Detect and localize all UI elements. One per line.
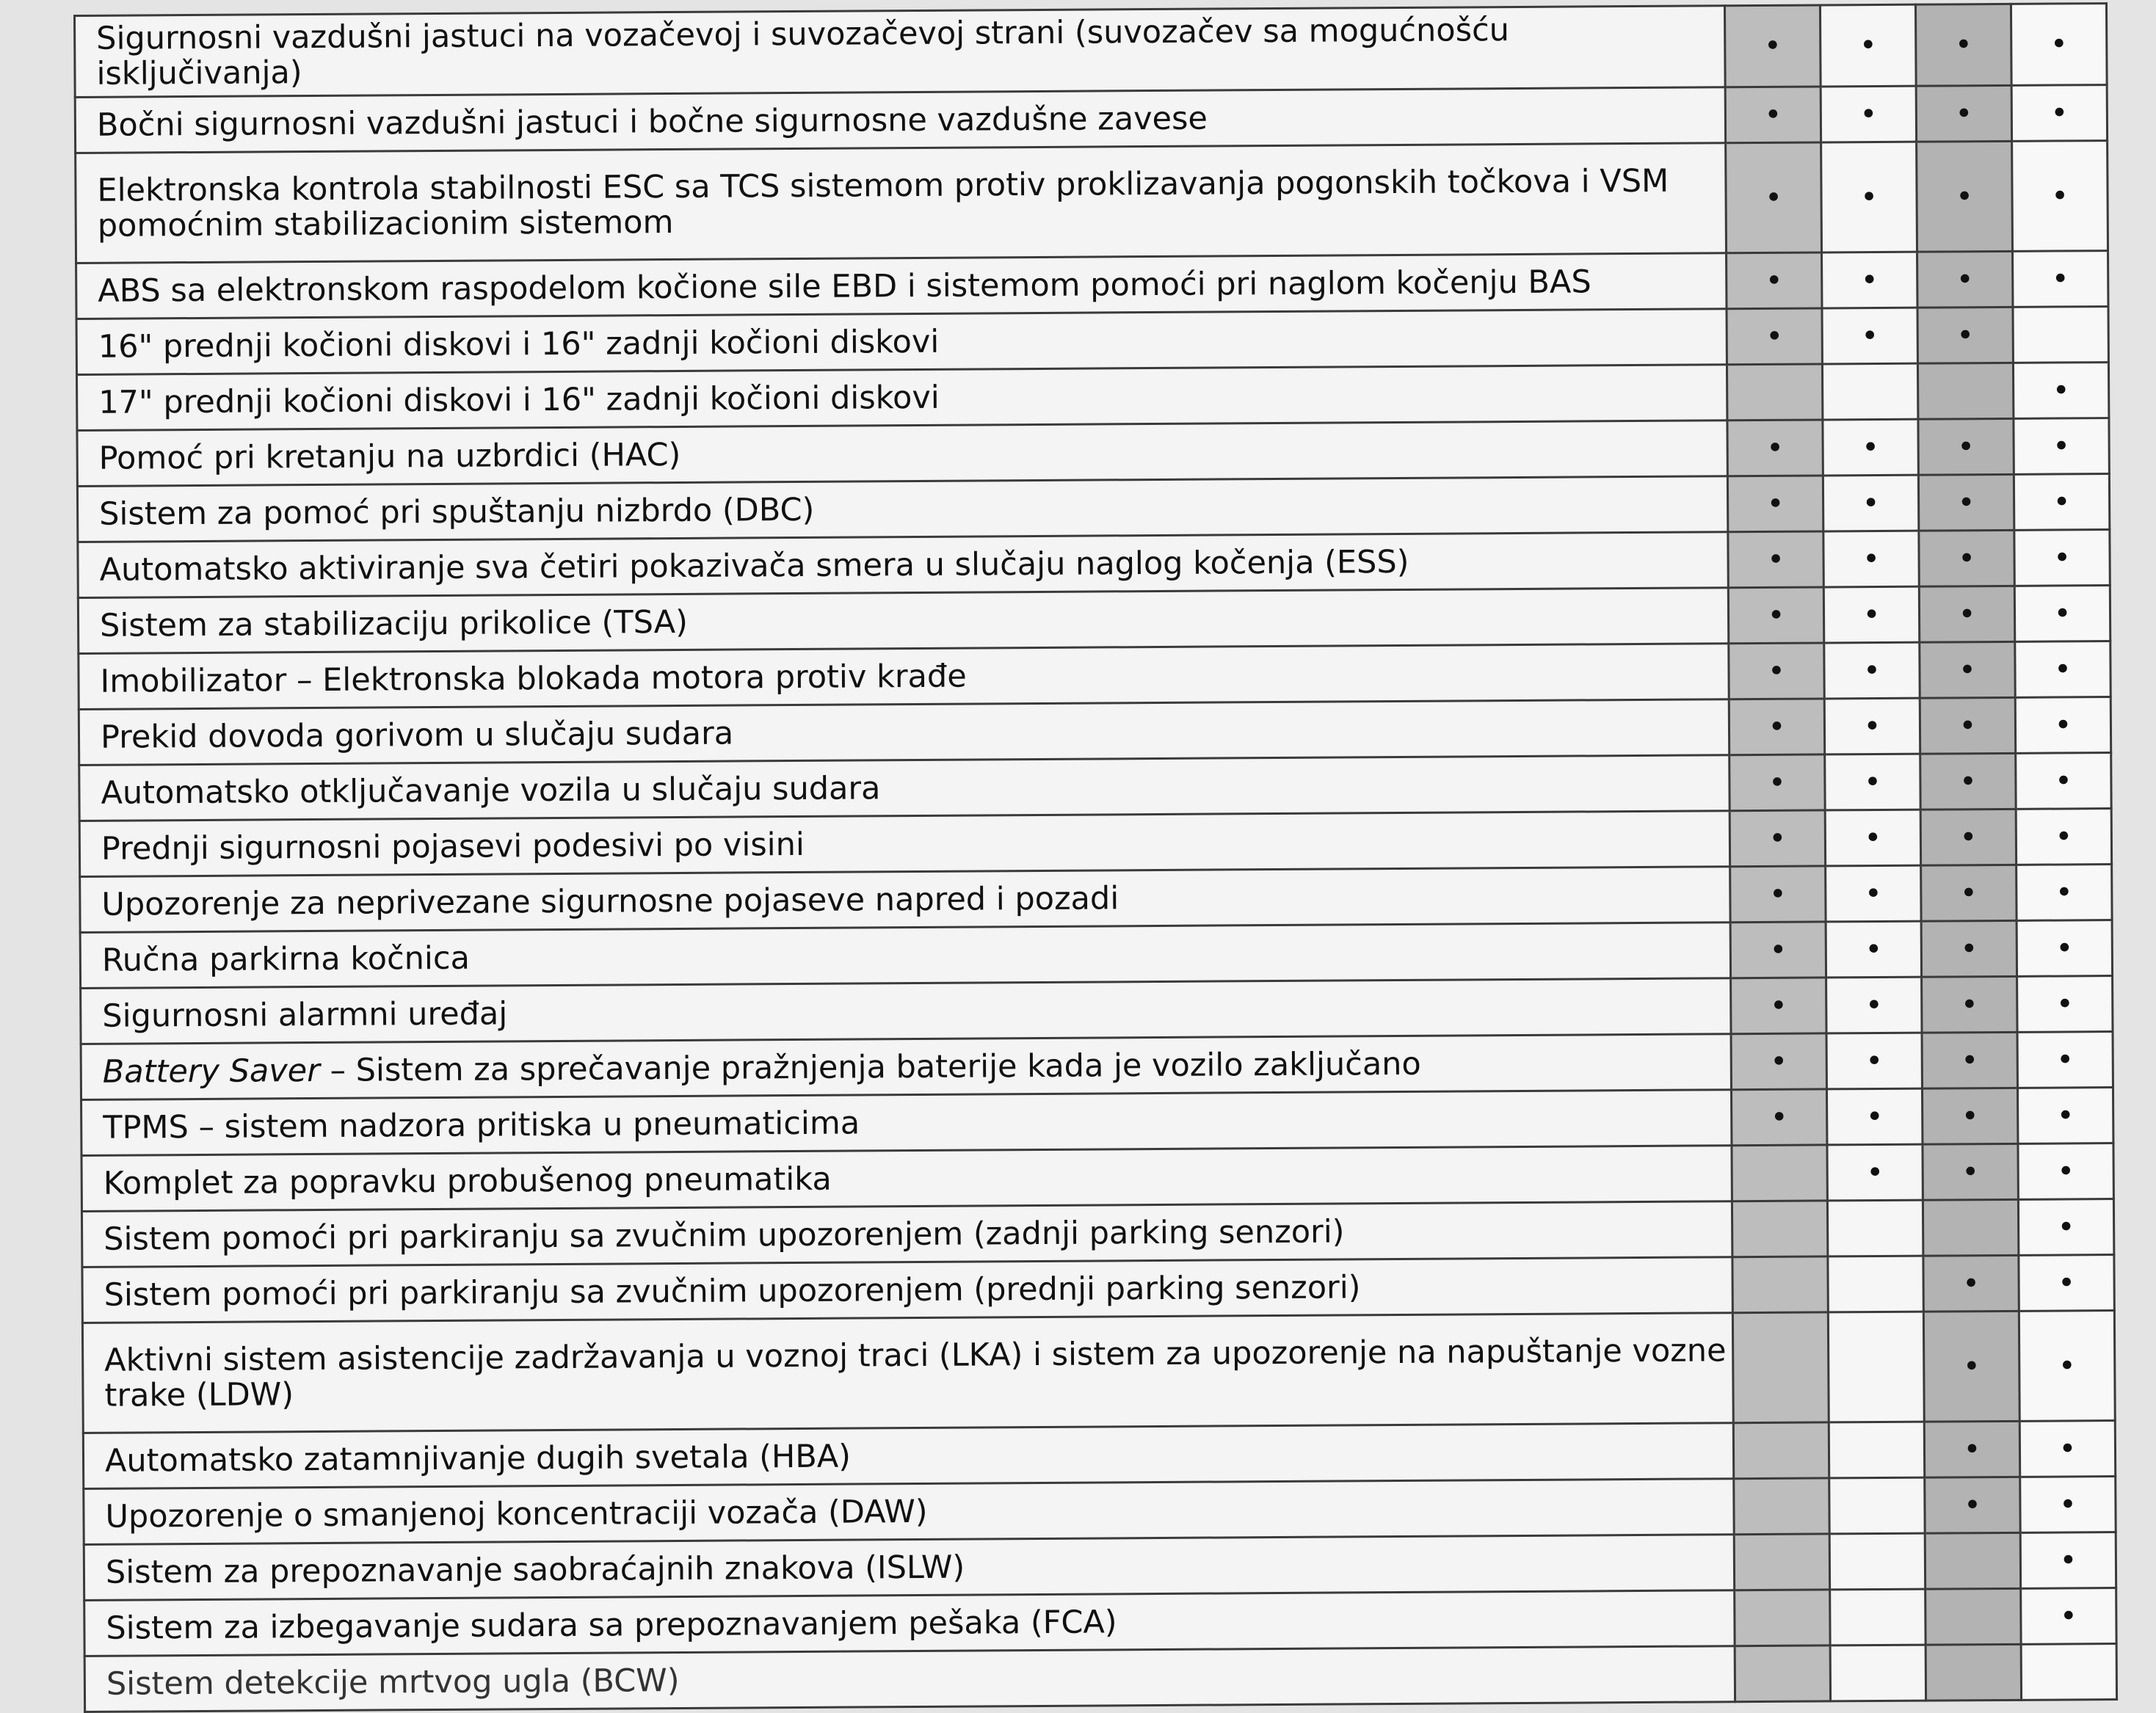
availability-mark: •: [1728, 531, 1823, 588]
feature-label-cell: [84, 1646, 1735, 1712]
availability-mark: •: [1724, 5, 1821, 87]
availability-mark: [1732, 1201, 1827, 1257]
availability-mark: [1735, 1590, 1830, 1646]
availability-mark: •: [1824, 698, 1920, 754]
availability-mark: [1830, 1645, 1925, 1701]
availability-mark: •: [2013, 251, 2108, 308]
feature-label: Imobilizator – Elektronska blokada motora protiv krađe: [100, 658, 967, 700]
equipment-table-body: [75, 4, 2117, 1712]
feature-label: Automatsko otključavanje vozila u slučaju sudara: [101, 769, 881, 812]
feature-label-cell: [82, 1257, 1732, 1323]
feature-label-cell: [76, 143, 1727, 263]
availability-mark: [1925, 1588, 2021, 1645]
availability-mark: [1829, 1422, 1924, 1478]
availability-mark: •: [1731, 1033, 1826, 1090]
availability-mark: •: [2017, 1032, 2113, 1088]
availability-mark: [1827, 1200, 1923, 1256]
availability-mark: •: [1826, 921, 1921, 978]
availability-mark: •: [2011, 4, 2107, 86]
feature-label: Automatsko aktiviranje sva četiri pokazivača smera u slučaju naglog kočenja (ESS): [99, 543, 1409, 589]
availability-mark: [1732, 1256, 1828, 1313]
availability-mark: •: [1919, 586, 2014, 642]
availability-mark: [1917, 363, 2013, 419]
availability-mark: •: [1915, 4, 2011, 86]
feature-label: TPMS – sistem nadzora pritiska u pneumaticima: [103, 1104, 860, 1146]
availability-mark: •: [1823, 586, 1919, 643]
availability-mark: •: [2019, 1311, 2115, 1422]
availability-mark: [1829, 1477, 1925, 1534]
availability-mark: [2013, 307, 2108, 363]
feature-label: Aktivni sistem asistencije zadržavanja u voznoj traci (LKA) i sistem za upozorenje na napuštanje vozne trake (LDW): [104, 1331, 1727, 1414]
availability-mark: •: [1825, 754, 1920, 810]
availability-mark: •: [1731, 1089, 1826, 1146]
availability-mark: •: [2015, 697, 2110, 754]
feature-label-cell: [80, 923, 1730, 989]
availability-mark: [2021, 1644, 2116, 1701]
availability-mark: •: [2014, 418, 2109, 475]
availability-mark: •: [2016, 753, 2111, 810]
availability-mark: [1923, 1199, 2018, 1256]
feature-label: Upozorenje o smanjenoj koncentraciji vozača (DAW): [105, 1493, 928, 1535]
availability-mark: •: [1922, 1032, 2017, 1088]
availability-mark: •: [1731, 978, 1826, 1034]
availability-mark: •: [1922, 1088, 2017, 1144]
availability-mark: •: [2020, 1532, 2116, 1589]
feature-label-cell: [81, 1201, 1732, 1268]
feature-label: 16" prednji kočioni diskovi i 16" zadnji kočioni diskovi: [98, 323, 940, 365]
feature-label: Ručna parkirna kočnica: [101, 939, 471, 979]
feature-label-cell: [75, 87, 1725, 153]
availability-mark: •: [2017, 865, 2112, 921]
feature-label-cell: [79, 644, 1729, 710]
availability-mark: •: [1826, 1088, 1922, 1145]
availability-mark: [1828, 1256, 1923, 1312]
availability-mark: •: [1923, 1143, 2018, 1200]
availability-mark: •: [1826, 977, 1922, 1033]
availability-mark: •: [1825, 810, 1920, 866]
availability-mark: •: [1822, 308, 1917, 364]
availability-mark: •: [1924, 1421, 2019, 1477]
availability-mark: •: [1727, 476, 1823, 532]
equipment-table: [73, 2, 2118, 1713]
table-row: [82, 1311, 2115, 1433]
feature-label: – Sistem za sprečavanje pražnjenja baterije kada je vozilo zaključano: [319, 1045, 1421, 1089]
availability-mark: [1732, 1312, 1829, 1423]
availability-mark: •: [1920, 753, 2016, 810]
availability-mark: •: [2014, 530, 2110, 586]
availability-mark: [1734, 1478, 1829, 1535]
availability-mark: •: [2018, 1143, 2113, 1200]
availability-mark: •: [1916, 85, 2011, 142]
availability-mark: •: [1823, 475, 1918, 531]
availability-mark: •: [2014, 586, 2110, 642]
feature-label: Sistem za izbegavanje sudara sa prepoznavanjem pešaka (FCA): [106, 1603, 1117, 1647]
feature-label-cell: [75, 6, 1726, 98]
availability-mark: •: [1917, 251, 2013, 308]
feature-label-cell: [77, 421, 1727, 487]
feature-label: Sigurnosni vazdušni jastuci na vozačevoj i suvozačevoj strani (suvozačev sa mogućnošću isključivanja): [96, 12, 1510, 92]
feature-label: Komplet za popravku probušenog pneumatika: [103, 1160, 832, 1202]
availability-mark: •: [2011, 85, 2107, 142]
feature-label: Sistem pomoći pri parkiranju sa zvučnim upozorenjem (prednji parking senzori): [104, 1268, 1361, 1314]
availability-mark: •: [1920, 641, 2015, 698]
availability-mark: [1830, 1589, 1925, 1645]
feature-label-cell: [79, 811, 1729, 877]
availability-mark: [1925, 1644, 2021, 1701]
availability-mark: •: [1920, 697, 2015, 754]
feature-label: Sistem za stabilizaciju prikolice (TSA): [99, 603, 689, 644]
feature-label: Elektronska kontrola stabilnosti ESC sa TCS sistemom protiv proklizavanja pogonskih točkova i VSM pomoćnim stabilizacionim sistemom: [97, 162, 1669, 244]
availability-mark: •: [1820, 4, 1916, 87]
availability-mark: •: [1920, 809, 2016, 865]
availability-mark: •: [1729, 810, 1825, 867]
availability-mark: [1732, 1145, 1827, 1201]
feature-label-cell: [84, 1479, 1734, 1545]
availability-mark: •: [2020, 1477, 2116, 1533]
feature-label-cell: [84, 1590, 1735, 1656]
feature-label: Prekid dovoda gorivom u slučaju sudara: [100, 715, 734, 756]
availability-mark: •: [1729, 699, 1824, 755]
availability-mark: •: [1822, 252, 1917, 308]
feature-label-cell: [79, 755, 1729, 821]
feature-label: Bočni sigurnosni vazdušni jastuci i bočne sigurnosne vazdušne zavese: [96, 100, 1208, 144]
availability-mark: •: [1917, 141, 2013, 252]
table-row: [75, 4, 2108, 98]
availability-mark: •: [1725, 87, 1821, 143]
availability-mark: •: [1726, 142, 1822, 253]
feature-label-cell: [78, 588, 1728, 654]
availability-mark: •: [1918, 418, 2014, 475]
availability-mark: •: [1729, 754, 1825, 811]
feature-label-cell: [84, 1535, 1734, 1601]
availability-mark: •: [1729, 643, 1824, 699]
feature-label: Sistem za pomoć pri spuštanju nizbrdo (DBC): [99, 491, 815, 533]
availability-mark: •: [2014, 474, 2109, 531]
availability-mark: •: [1918, 474, 2014, 531]
availability-mark: •: [1923, 1311, 2019, 1422]
feature-label: Sigurnosni alarmni uređaj: [102, 994, 508, 1035]
availability-mark: •: [2017, 1088, 2113, 1144]
availability-mark: •: [2021, 1588, 2116, 1645]
availability-mark: •: [1826, 865, 1921, 922]
availability-mark: [1829, 1533, 1925, 1590]
feature-label-cell: [82, 1313, 1733, 1433]
table-row: [76, 141, 2108, 263]
feature-label: Prednji sigurnosni pojasevi podesivi po visini: [101, 826, 805, 868]
availability-mark: •: [1823, 419, 1918, 476]
availability-mark: •: [1821, 86, 1916, 142]
feature-label: Sistem za prepoznavanje saobraćajnih znakova (ISLW): [105, 1549, 965, 1591]
availability-mark: •: [1728, 587, 1823, 644]
availability-mark: •: [1919, 530, 2014, 586]
feature-label-cell: [79, 699, 1729, 765]
feature-label: Sistem pomoći pri parkiranju sa zvučnim upozorenjem (zadnji parking senzori): [104, 1212, 1345, 1258]
feature-label-cell: [80, 867, 1730, 933]
availability-mark: •: [1827, 1144, 1923, 1201]
availability-mark: •: [2019, 1421, 2115, 1477]
availability-mark: •: [1727, 308, 1822, 365]
availability-mark: •: [1921, 865, 2017, 921]
availability-mark: [1727, 364, 1822, 421]
availability-mark: [1733, 1422, 1829, 1479]
feature-label-cell: [81, 1090, 1732, 1156]
availability-mark: [1735, 1645, 1830, 1702]
availability-mark: [1734, 1534, 1829, 1590]
feature-label-cell: [81, 978, 1731, 1044]
availability-mark: •: [2012, 141, 2108, 252]
availability-mark: •: [1922, 976, 2017, 1033]
availability-mark: •: [1730, 922, 1826, 978]
availability-mark: [1828, 1312, 1924, 1422]
availability-mark: [1822, 363, 1917, 420]
availability-mark: •: [2018, 1199, 2113, 1256]
feature-label: 17" prednji kočioni diskovi i 16" zadnji kočioni diskovi: [98, 379, 940, 421]
table-row: [84, 1644, 2116, 1712]
availability-mark: •: [2016, 809, 2111, 865]
feature-label-cell: [76, 309, 1727, 375]
feature-label: Pomoć pri kretanju na uzbrdici (HAC): [98, 436, 681, 477]
availability-mark: •: [1925, 1477, 2020, 1533]
availability-mark: •: [2013, 363, 2108, 419]
availability-mark: •: [2017, 976, 2113, 1033]
availability-mark: •: [1923, 1255, 2019, 1312]
feature-label-cell: [81, 1034, 1731, 1100]
feature-label: ABS sa elektronskom raspodelom kočione sile EBD i sistemom pomoći pri naglom kočenju BAS: [98, 263, 1591, 310]
availability-mark: •: [1917, 307, 2013, 363]
feature-label: Automatsko zatamnjivanje dugih svetala (HBA): [104, 1438, 852, 1480]
availability-mark: •: [1730, 866, 1826, 923]
feature-label-cell: [77, 476, 1727, 542]
availability-mark: •: [2017, 920, 2112, 977]
availability-mark: [1925, 1532, 2020, 1589]
feature-label-lead: Battery Saver: [102, 1052, 320, 1091]
feature-label: Upozorenje za neprivezane sigurnosne pojaseve napred i pozadi: [101, 879, 1119, 923]
availability-mark: •: [2019, 1255, 2114, 1312]
feature-label-cell: [78, 532, 1728, 598]
availability-mark: •: [1727, 252, 1822, 309]
feature-label-cell: [76, 253, 1727, 319]
availability-mark: •: [2015, 641, 2110, 698]
feature-label-cell: [83, 1423, 1733, 1489]
feature-label-cell: [81, 1146, 1732, 1212]
availability-mark: •: [1821, 142, 1917, 252]
availability-mark: •: [1921, 920, 2017, 977]
availability-mark: •: [1824, 642, 1920, 699]
feature-label-cell: [76, 365, 1727, 431]
availability-mark: •: [1727, 420, 1823, 476]
feature-label: Sistem detekcije mrtvog ugla (BCW): [106, 1662, 680, 1703]
availability-mark: •: [1826, 1033, 1922, 1089]
availability-mark: •: [1823, 531, 1919, 587]
